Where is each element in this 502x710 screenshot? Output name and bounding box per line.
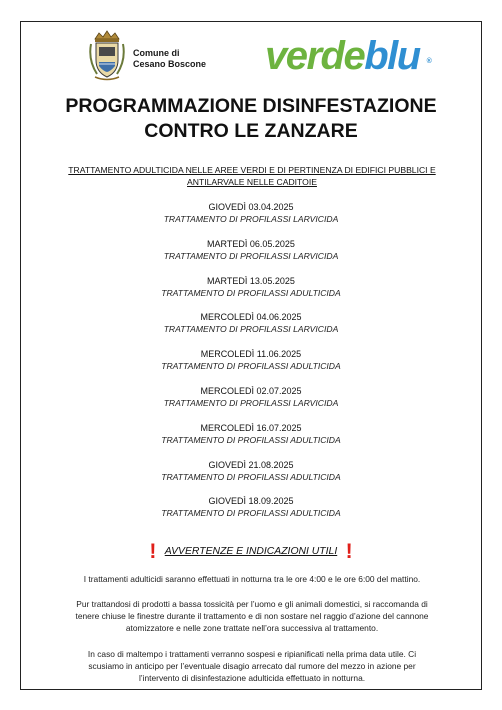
schedule-date: GIOVEDÌ 18.09.2025	[208, 496, 294, 507]
note-schedule-time	[45, 573, 459, 585]
note-safety	[45, 598, 459, 634]
logo-blu: blu	[364, 34, 420, 78]
schedule-date: MARTEDÌ 06.05.2025	[207, 238, 295, 249]
note-line: l’intervento di disinfestazione adulticida effettuato in notturna.	[138, 673, 366, 683]
municipal-crest-icon	[87, 30, 127, 82]
schedule-date: GIOVEDÌ 21.08.2025	[208, 459, 294, 470]
title-line-1: PROGRAMMAZIONE DISINFESTAZIONE	[65, 95, 437, 117]
page-title	[21, 94, 481, 144]
note-line: tenere chiuse le finestre durante il trattamento e di non sostare nel raggio d’azione del cannone	[75, 611, 429, 621]
schedule-treatment: TRATTAMENTO DI PROFILASSI LARVICIDA	[163, 397, 339, 408]
schedule-entry	[21, 311, 481, 348]
exclamation-icon: !	[149, 540, 157, 563]
note-line: atomizzatore e nelle zone trattate nell’ora successiva al trattamento.	[125, 623, 379, 633]
schedule-entry	[21, 422, 481, 459]
schedule-treatment: TRATTAMENTO DI PROFILASSI ADULTICIDA	[161, 471, 341, 482]
schedule-list	[21, 201, 481, 532]
schedule-entry	[21, 275, 481, 312]
schedule-treatment: TRATTAMENTO DI PROFILASSI ADULTICIDA	[161, 361, 341, 372]
schedule-date: MERCOLEDÌ 02.07.2025	[200, 385, 302, 396]
schedule-entry	[21, 385, 481, 422]
logo-verde: verde	[265, 34, 365, 78]
schedule-date: MARTEDÌ 13.05.2025	[207, 275, 295, 286]
note-weather	[45, 648, 459, 684]
note-line: scusiamo in anticipo per l’eventuale disagio arrecato dal rumore del mezzo in azione per	[88, 661, 416, 671]
subtitle-line-2: ANTILARVALE NELLE CADITOIE	[187, 177, 317, 187]
schedule-entry	[21, 201, 481, 238]
note-line: In caso di maltempo i trattamenti verranno sospesi e ripianificati nella prima data utile. Ci	[87, 649, 417, 659]
schedule-entry	[21, 459, 481, 496]
schedule-entry	[21, 348, 481, 385]
subtitle-line-1: TRATTAMENTO ADULTICIDA NELLE AREE VERDI E DI PERTINENZA DI EDIFICI PUBBLICI E	[68, 165, 436, 175]
municipality-line-1: Comune di	[133, 48, 180, 58]
schedule-entry	[21, 238, 481, 275]
schedule-date: MERCOLEDÌ 11.06.2025	[200, 349, 302, 360]
warning-text: AVVERTENZE E INDICAZIONI UTILI	[164, 546, 338, 557]
registered-mark: ®	[426, 58, 432, 65]
note-line: Pur trattandosi di prodotti a bassa tossicità per l’uomo e gli animali domestici, si raccomanda di	[76, 599, 428, 609]
warning-heading	[21, 540, 481, 564]
schedule-date: MERCOLEDÌ 04.06.2025	[200, 312, 302, 323]
schedule-treatment: TRATTAMENTO DI PROFILASSI ADULTICIDA	[161, 508, 341, 519]
header	[21, 22, 481, 94]
schedule-treatment: TRATTAMENTO DI PROFILASSI LARVICIDA	[163, 250, 339, 261]
note-line: I trattamenti adulticidi saranno effettuati in notturna tra le ore 4:00 e le ore 6:00 del mattino.	[83, 574, 421, 584]
page-frame	[20, 21, 482, 690]
verdeblu-logo	[265, 34, 432, 78]
schedule-treatment: TRATTAMENTO DI PROFILASSI ADULTICIDA	[161, 434, 341, 445]
schedule-treatment: TRATTAMENTO DI PROFILASSI LARVICIDA	[163, 214, 339, 224]
schedule-treatment: TRATTAMENTO DI PROFILASSI ADULTICIDA	[161, 287, 341, 298]
municipality-line-2: Cesano Boscone	[133, 59, 207, 69]
title-line-2: CONTRO LE ZANZARE	[144, 120, 358, 142]
treatment-description	[61, 164, 443, 188]
schedule-entry	[21, 495, 481, 532]
schedule-treatment: TRATTAMENTO DI PROFILASSI LARVICIDA	[163, 324, 339, 335]
exclamation-icon: !	[345, 540, 353, 563]
schedule-date: MERCOLEDÌ 16.07.2025	[200, 422, 302, 433]
municipality-name	[133, 48, 206, 70]
schedule-date: GIOVEDÌ 03.04.2025	[208, 202, 294, 212]
